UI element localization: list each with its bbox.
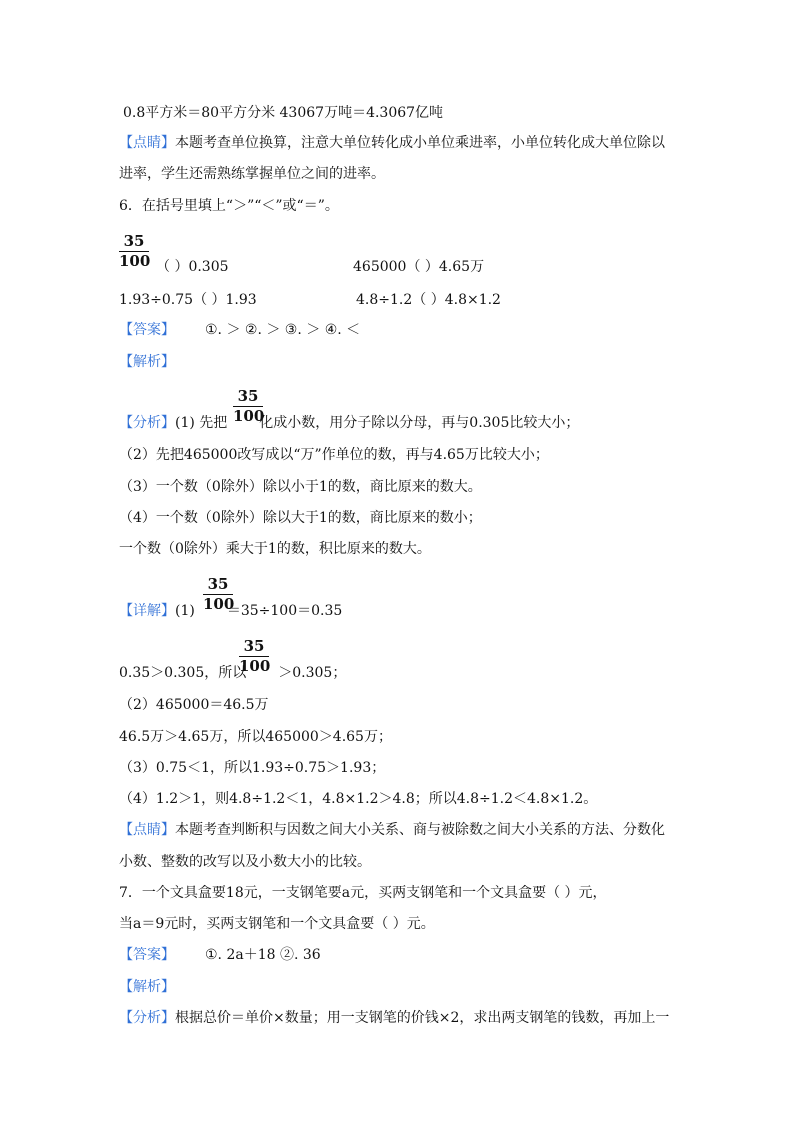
jiexi-tag-7: 【解析】 — [119, 979, 175, 995]
q6-item-3: 1.93÷0.75（ ）1.93 — [119, 292, 257, 308]
answer-7-values: ①. 2a＋18 ②. 36 — [205, 947, 321, 963]
dianjing-2-line-2: 小数、整数的改写以及小数大小的比较。 — [119, 854, 371, 870]
fraction-numerator: 35 — [237, 387, 259, 405]
dianjing-tag: 【点睛】 — [119, 822, 175, 838]
question-7-line-1: 7．一个文具盒要18元，一支钢笔要a元，买两支钢笔和一个文具盒要（ ）元， — [119, 885, 607, 901]
dianjing-2-line-1 — [119, 821, 665, 839]
answer-6-line — [119, 321, 360, 339]
fraction-q6 — [119, 233, 149, 270]
xiangjie-text-1a: (1) — [175, 603, 195, 619]
fenxi-7-text: 根据总价＝单价×数量；用一支钢笔的价钱×2，求出两支钢笔的钱数，再加上一 — [175, 1010, 670, 1026]
dianjing-2-text-1: 本题考查判断积与因数之间大小关系、商与被除数之间大小关系的方法、分数化 — [175, 822, 665, 838]
fenxi-line-4: （4）一个数（0除外）除以大于1的数，商比原来的数小； — [119, 510, 482, 526]
q6-item-2: 465000（ ）4.65万 — [353, 259, 485, 275]
q6-item-4: 4.8÷1.2（ ）4.8×1.2 — [356, 292, 501, 308]
fenxi-line-5: 一个数（0除外）乘大于1的数，积比原来的数大。 — [119, 541, 431, 557]
fenxi-tag: 【分析】 — [119, 415, 175, 431]
fenxi-7-line — [119, 1009, 669, 1027]
fraction-denominator: 100 — [203, 595, 235, 613]
xiangjie-text-1b: ＝35÷100＝0.35 — [226, 603, 343, 619]
answer-6-values: ①. ＞ ②. ＞ ③. ＞ ④. ＜ — [205, 322, 361, 338]
xiangjie-line-2 — [119, 664, 346, 682]
xiangjie-text-2b: ＞0.305； — [278, 665, 347, 681]
fenxi-line-2: （2）先把465000改写成以“万”作单位的数，再与4.65万比较大小； — [119, 447, 549, 463]
dianjing-text-1: 本题考查单位换算，注意大单位转化成小单位乘进率，小单位转化成大单位除以 — [175, 135, 665, 151]
xiangjie-line-3: （2）465000＝46.5万 — [119, 697, 269, 713]
fraction-denominator: 100 — [119, 252, 151, 270]
fraction-denominator: 100 — [239, 657, 271, 675]
jiexi-tag-6: 【解析】 — [119, 354, 175, 370]
answer-7-line — [119, 946, 321, 964]
fenxi-line-1 — [119, 414, 579, 432]
question-6-title: 6．在括号里填上“＞”“＜”或“＝”。 — [119, 198, 339, 214]
fraction-numerator: 35 — [243, 637, 265, 655]
dianjing-tag: 【点睛】 — [119, 135, 175, 151]
answer-tag: 【答案】 — [119, 947, 175, 963]
question-7-line-2: 当a＝9元时，买两支钢笔和一个文具盒要（ ）元。 — [119, 916, 435, 932]
xiangjie-tag: 【详解】 — [119, 603, 175, 619]
fenxi-tag: 【分析】 — [119, 1010, 175, 1026]
xiangjie-line-4: 46.5万＞4.65万，所以465000＞4.65万； — [119, 729, 392, 745]
fraction-denominator: 100 — [233, 407, 265, 425]
fenxi-text-1b: 化成小数，用分子除以分母，再与0.305比较大小； — [259, 415, 580, 431]
q6-item-1: （ ）0.305 — [156, 259, 229, 275]
fenxi-text-1a: (1) 先把 — [175, 415, 228, 431]
line-unit-conversion: 0.8平方米＝80平方分米 43067万吨＝4.3067亿吨 — [123, 105, 444, 121]
dianjing-line-2: 进率，学生还需熟练掌握单位之间的进率。 — [119, 166, 385, 182]
answer-tag: 【答案】 — [119, 322, 175, 338]
xiangjie-text-2a: 0.35＞0.305，所以 — [119, 665, 247, 681]
fraction-numerator: 35 — [207, 575, 229, 593]
xiangjie-line-5: （3）0.75＜1，所以1.93÷0.75＞1.93； — [119, 760, 386, 776]
xiangjie-line-1 — [119, 602, 342, 620]
fraction-numerator: 35 — [123, 232, 145, 250]
xiangjie-line-6: （4）1.2＞1，则4.8÷1.2＜1，4.8×1.2＞4.8；所以4.8÷1.2＜4.8×1.2。 — [119, 791, 598, 807]
dianjing-line-1 — [119, 134, 665, 152]
fenxi-line-3: （3）一个数（0除外）除以小于1的数，商比原来的数大。 — [119, 479, 482, 495]
